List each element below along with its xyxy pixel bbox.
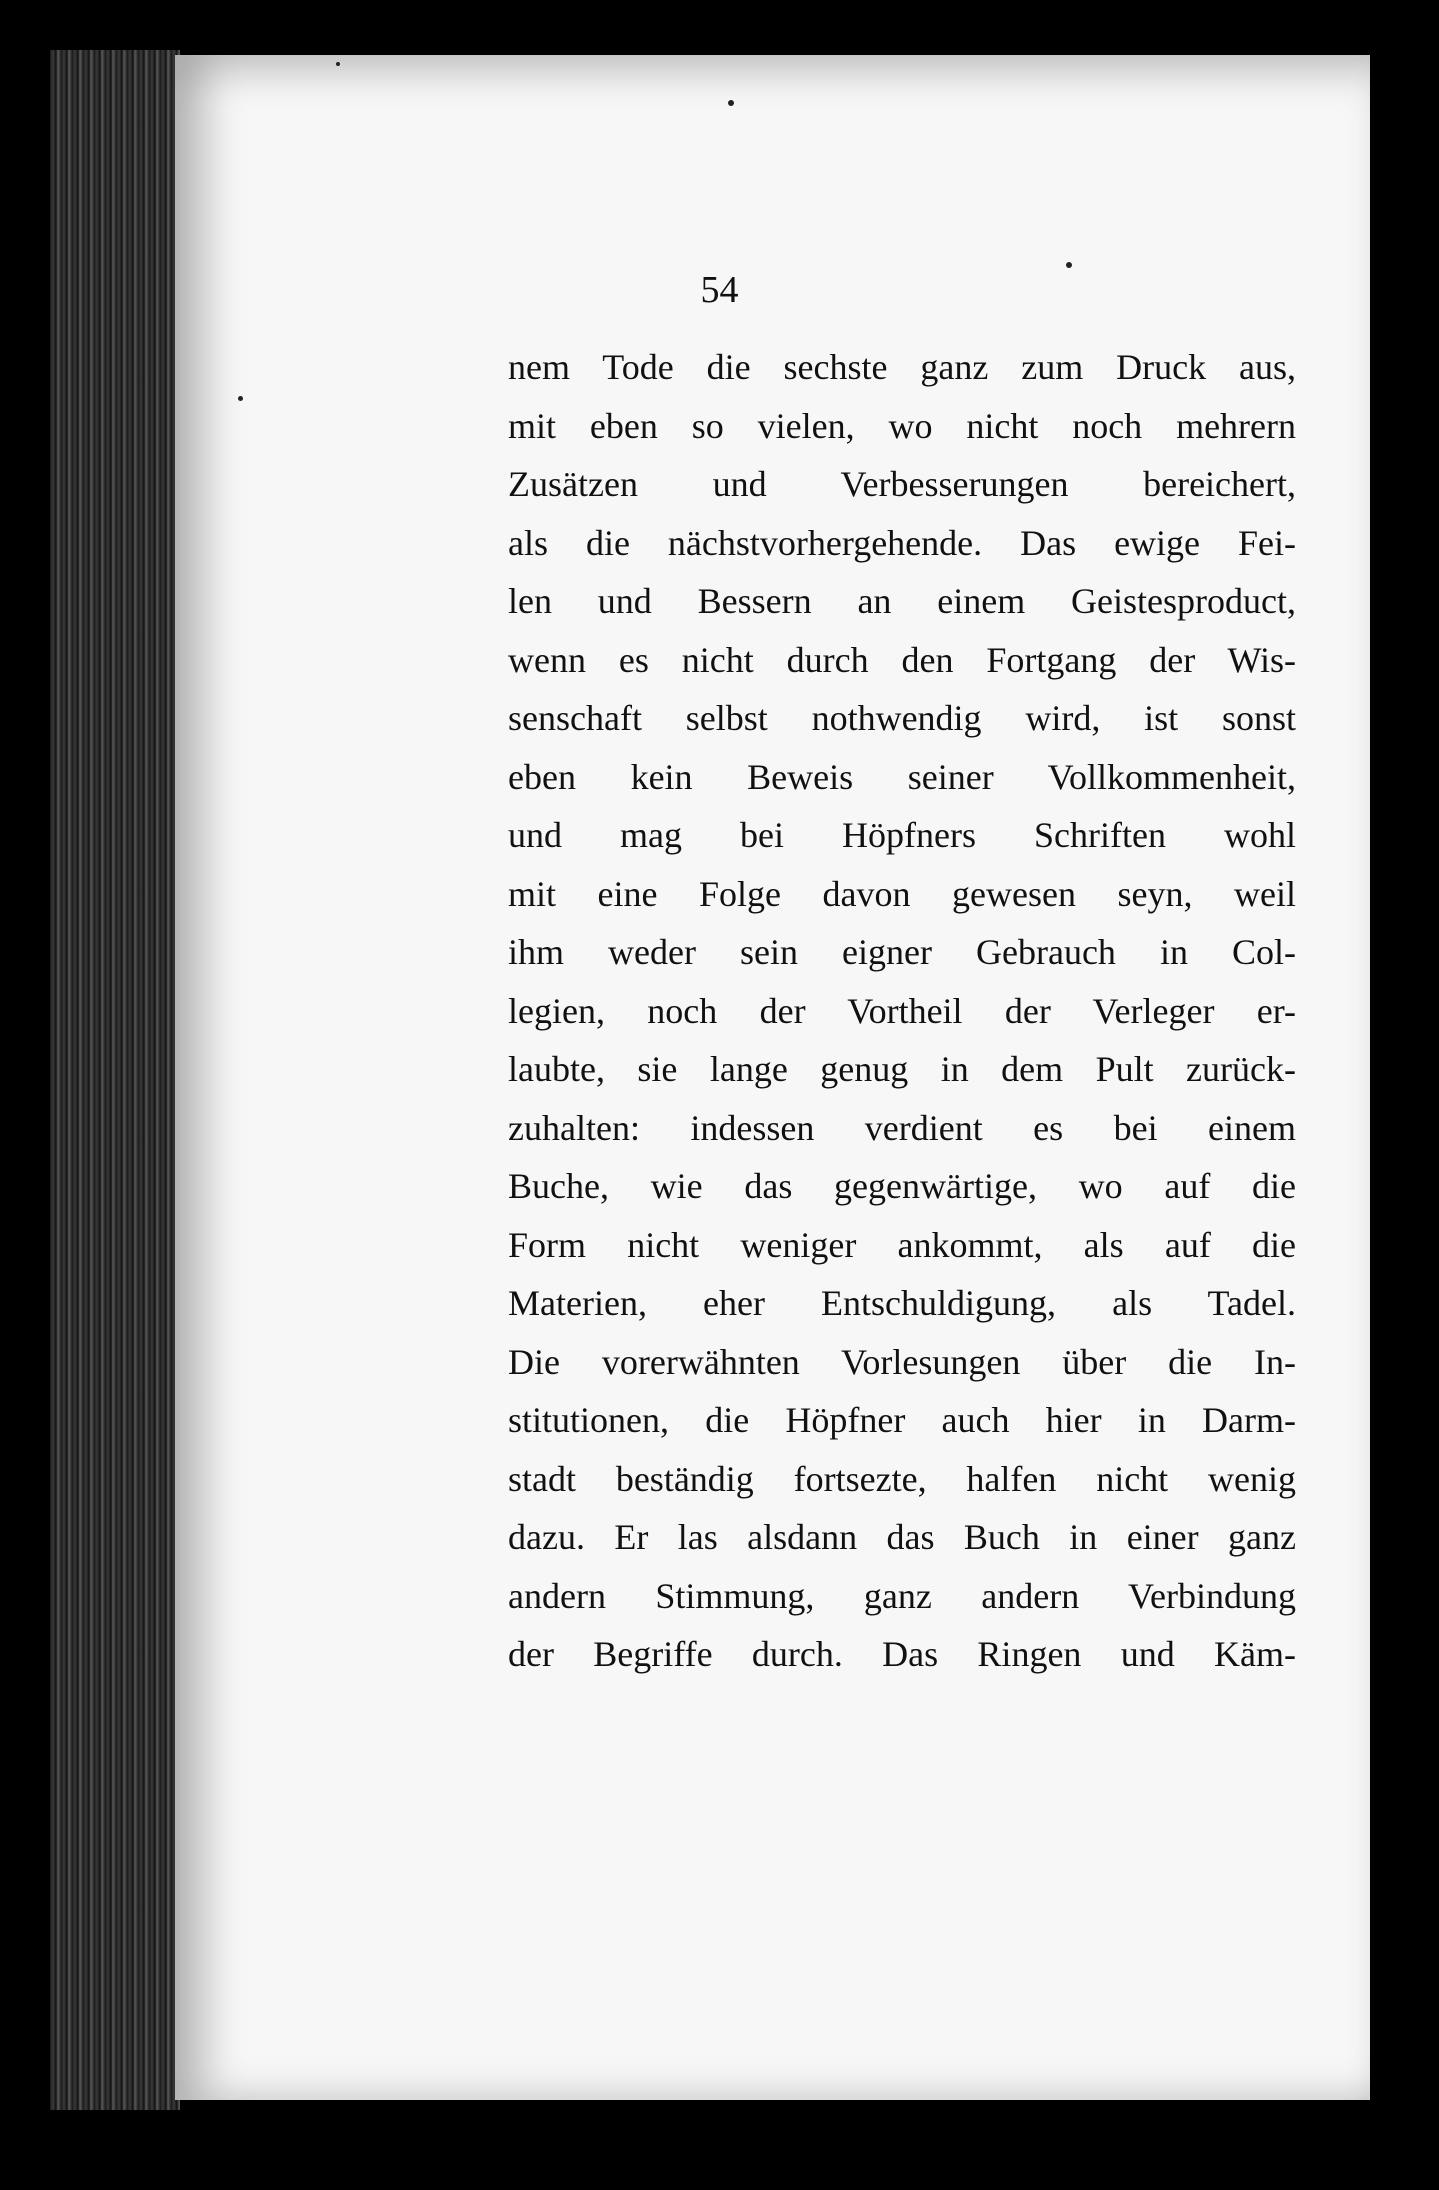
text-line: nem Tode die sechste ganz zum Druck aus, (508, 347, 1296, 387)
text-line: als die nächstvorhergehende. Das ewige Fei- (508, 522, 1296, 563)
text-line: Buche, wie das gegenwärtige, wo auf die (508, 1166, 1296, 1206)
page-number: 54 (700, 269, 739, 311)
text-line: dazu. Er las alsdann das Buch in einer ganz (508, 1517, 1296, 1557)
text-line: len und Bessern an einem Geistesproduct, (508, 581, 1296, 621)
text-line: mit eine Folge davon gewesen seyn, weil (508, 873, 1296, 914)
speck (238, 396, 243, 401)
text-line: Form nicht weniger ankommt, als auf die (508, 1224, 1296, 1265)
text-line: der Begriffe durch. Das Ringen und Käm- (508, 1634, 1296, 1674)
text-line: senschaft selbst nothwendig wird, ist sonst (508, 698, 1296, 738)
text-line: zuhalten: indessen verdient es bei einem (508, 1107, 1296, 1148)
book-edge (50, 50, 180, 2110)
text-line: und mag bei Höpfners Schriften wohl (508, 815, 1296, 855)
text-line: eben kein Beweis seiner Vollkommenheit, (508, 756, 1296, 797)
text-line: wenn es nicht durch den Fortgang der Wis- (508, 639, 1296, 680)
text-line: mit eben so vielen, wo nicht noch mehrern (508, 405, 1296, 446)
text-line: Materien, eher Entschuldigung, als Tadel. (508, 1283, 1296, 1323)
body-text (508, 338, 1296, 1684)
text-line: Zusätzen und Verbesserungen bereichert, (508, 464, 1296, 504)
text-line: stadt beständig fortsezte, halfen nicht wenig (508, 1458, 1296, 1499)
text-line: stitutionen, die Höpfner auch hier in Darm- (508, 1400, 1296, 1440)
text-line: laubte, sie lange genug in dem Pult zurück- (508, 1049, 1296, 1089)
text-line: Die vorerwähnten Vorlesungen über die In- (508, 1341, 1296, 1382)
text-line: legien, noch der Vortheil der Verleger er- (508, 990, 1296, 1031)
speck (336, 62, 340, 66)
text-line: andern Stimmung, ganz andern Verbindung (508, 1575, 1296, 1616)
speck (728, 100, 734, 106)
text-line: ihm weder sein eigner Gebrauch in Col- (508, 932, 1296, 972)
